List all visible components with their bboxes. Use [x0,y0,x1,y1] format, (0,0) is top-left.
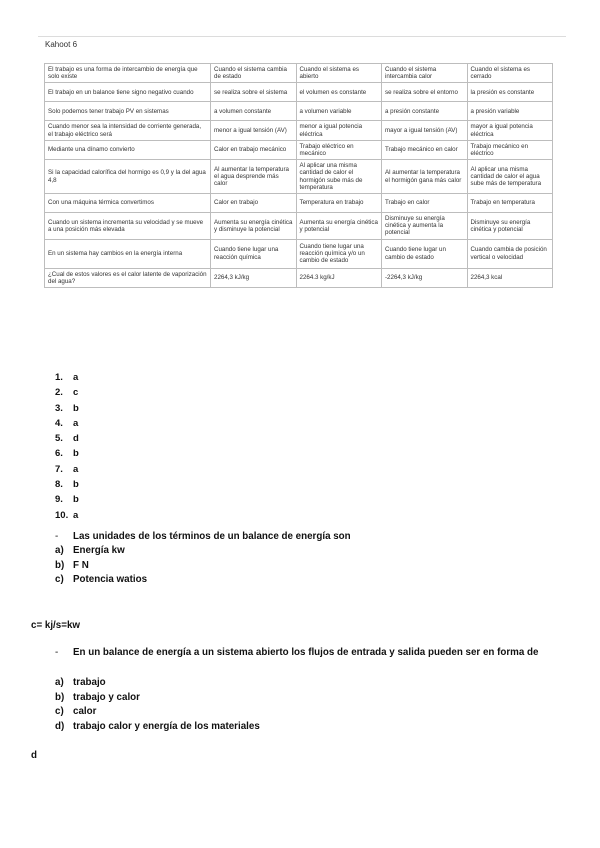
quiz-option-cell: el volumen es constante [296,83,382,102]
quiz-option-cell: a volumen variable [296,102,382,121]
quiz-option-cell: mayor a igual tensión (AV) [382,121,468,140]
option-item: d) trabajo calor y energía de los materiales [55,720,260,732]
quiz-option-cell: a presión variable [467,102,553,121]
quiz-option-cell: Al aplicar una misma cantidad de calor el agua sube más de temperatura [467,160,553,194]
quiz-option-cell: Calor en trabajo mecánico [211,140,297,159]
quiz-option-cell: Al aumentar la temperatura el agua desprende más calor [211,160,297,194]
quiz-option-cell: Al aumentar la temperatura el hormigón gana más calor [382,160,468,194]
answer-item: 4. a [55,417,79,429]
quiz-row [45,83,553,102]
option-item: c) calor [55,706,97,717]
quiz-option-cell: se realiza sobre el entorno [382,83,468,102]
answer-item: 5. d [55,433,79,445]
quiz-question-cell: Mediante una dínamo convierto [45,140,211,159]
quiz-option-cell: Aumenta su energía cinética y disminuye la potencial [211,213,297,240]
bullet-dash: - [55,647,59,658]
question-text: Las unidades de los términos de un balance de energía son [73,531,351,542]
answer-item: 7. a [55,463,79,475]
quiz-table [44,63,553,288]
quiz-option-cell: la presión es constante [467,83,553,102]
answer-item: 1. a [55,372,79,383]
answer-item: 10. a [55,509,79,521]
quiz-option-cell: Trabajo mecánico en eléctrico [467,140,553,159]
quiz-option-cell: Cuando tiene lugar una reacción química [211,239,297,268]
quiz-question-cell: El trabajo es una forma de intercambio de energía que solo existe [45,64,211,83]
answer-item: 2. c [55,387,79,399]
quiz-option-cell: -2264,3 kJ/kg [382,268,468,287]
quiz-option-cell: Cuando el sistema cambia de estado [211,64,297,83]
quiz-row [45,194,553,213]
option-item: a) Energía kw [55,545,125,556]
quiz-option-cell: Trabajo mecánico en calor [382,140,468,159]
quiz-option-cell: a volumen constante [211,102,297,121]
quiz-option-cell: 2264,3 kJ/kg [211,268,297,287]
quiz-question-cell: El trabajo en un balance tiene signo negativo cuando [45,83,211,102]
quiz-option-cell: a presión constante [382,102,468,121]
quiz-row [45,102,553,121]
quiz-option-cell: Disminuye su energía cinética y aumenta la potencial [382,213,468,240]
quiz-option-cell: Trabajo eléctrico en mecánico [296,140,382,159]
quiz-option-cell: menor a igual potencia eléctrica [296,121,382,140]
answer-item: 9. b [55,494,79,506]
quiz-question-cell: En un sistema hay cambios en la energía interna [45,239,211,268]
quiz-row [45,268,553,287]
quiz-question-cell: Si la capacidad calorífica del hormigo es 0,9 y la del agua 4,8 [45,160,211,194]
answer-item: 3. b [55,402,79,414]
quiz-option-cell: Aumenta su energía cinética y potencial [296,213,382,240]
question-flows-options [55,676,260,734]
quiz-option-cell: Calor en trabajo [211,194,297,213]
doc-title: Kahoot 6 [45,40,78,49]
quiz-option-cell: se realiza sobre el sistema [211,83,297,102]
quiz-question-cell: Cuando un sistema incrementa su velocidad y se mueve a una posición más elevada [45,213,211,240]
quiz-question-cell: Con una máquina térmica convertimos [45,194,211,213]
quiz-option-cell: Trabajo en temperatura [467,194,553,213]
quiz-row [45,140,553,159]
quiz-row [45,160,553,194]
quiz-option-cell: Cuando cambia de posición vertical o velocidad [467,239,553,268]
option-item: b) trabajo y calor [55,691,140,703]
quiz-option-cell: Cuando el sistema es abierto [296,64,382,83]
quiz-row [45,121,553,140]
quiz-option-cell: Cuando el sistema intercambia calor [382,64,468,83]
quiz-option-cell: Al aplicar una misma cantidad de calor el hormigón sube más de temperatura [296,160,382,194]
option-item: b) F N [55,559,89,571]
question-flows [55,646,560,660]
quiz-option-cell: Cuando tiene lugar un cambio de estado [382,239,468,268]
quiz-row [45,64,553,83]
question-text: En un balance de energía a un sistema abierto los flujos de entrada y salida pueden ser en forma de [73,647,539,658]
quiz-option-cell: Cuando tiene lugar una reacción química y/o un cambio de estado [296,239,382,268]
quiz-option-cell: 2264.3 kg/kJ [296,268,382,287]
quiz-option-cell: 2264,3 kcal [467,268,553,287]
answer-list [55,370,79,523]
quiz-row [45,239,553,268]
question-units-options [55,544,147,588]
quiz-option-cell: mayor a igual potencia eléctrica [467,121,553,140]
quiz-row [45,213,553,240]
top-divider [38,36,566,37]
quiz-option-cell: Trabajo en calor [382,194,468,213]
option-item: c) Potencia watios [55,574,148,585]
quiz-question-cell: Solo podemos tener trabajo PV en sistemas [45,102,211,121]
quiz-question-cell: ¿Cual de estos valores es el calor latente de vaporización del agua? [45,268,211,287]
option-item: a) trabajo [55,677,106,688]
quiz-option-cell: Temperatura en trabajo [296,194,382,213]
question-units [55,530,525,544]
bullet-dash: - [55,531,59,542]
quiz-option-cell: Disminuye su energía cinética y potencial [467,213,553,240]
quiz-question-cell: Cuando menor sea la intensidad de corriente generada, el trabajo eléctrico será [45,121,211,140]
quiz-option-cell: menor a igual tensión (AV) [211,121,297,140]
quiz-option-cell: Cuando el sistema es cerrado [467,64,553,83]
answer-item: 8. b [55,479,79,491]
answer-note-units: c= kj/s=kw [31,620,81,631]
answer-note-flows: d [31,750,37,761]
answer-item: 6. b [55,448,79,460]
